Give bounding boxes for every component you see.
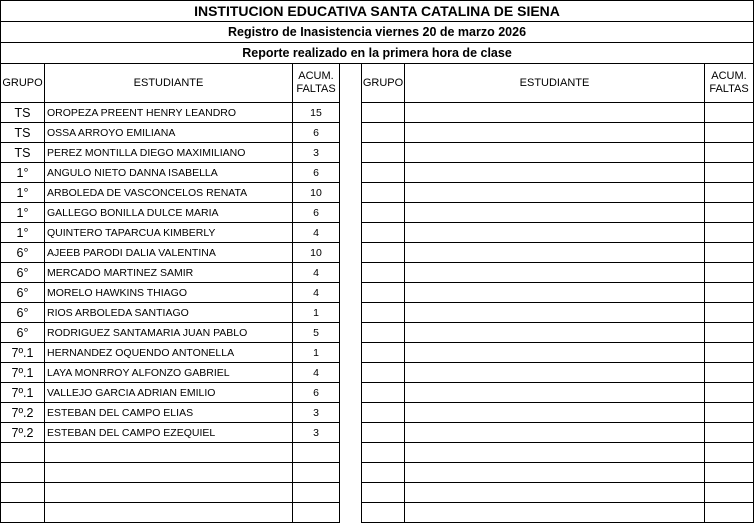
grupo-cell-right	[362, 463, 405, 483]
grupo-cell-right	[362, 303, 405, 323]
header-grupo-right: GRUPO	[362, 64, 405, 103]
estudiante-cell: LAYA MONRROY ALFONZO GABRIEL	[45, 363, 293, 383]
grupo-cell-right	[362, 423, 405, 443]
column-gap	[340, 143, 362, 163]
faltas-cell-right	[705, 303, 754, 323]
faltas-cell-right	[705, 163, 754, 183]
faltas-cell	[293, 463, 340, 483]
grupo-cell: TS	[1, 103, 45, 123]
header-acum-text: ACUM.	[711, 70, 747, 82]
grupo-cell: 6°	[1, 283, 45, 303]
column-gap	[340, 123, 362, 143]
grupo-cell: 6°	[1, 323, 45, 343]
table-row	[1, 283, 754, 303]
estudiante-cell-right	[405, 383, 705, 403]
faltas-cell: 10	[293, 243, 340, 263]
faltas-cell-right	[705, 103, 754, 123]
grupo-cell-right	[362, 163, 405, 183]
header-acum-text: ACUM.	[298, 70, 334, 82]
faltas-cell	[293, 503, 340, 523]
table-row	[1, 183, 754, 203]
grupo-cell	[1, 443, 45, 463]
estudiante-cell: AJEEB PARODI DALIA VALENTINA	[45, 243, 293, 263]
estudiante-cell	[45, 483, 293, 503]
estudiante-cell: GALLEGO BONILLA DULCE MARIA	[45, 203, 293, 223]
estudiante-cell: MORELO HAWKINS THIAGO	[45, 283, 293, 303]
grupo-cell: TS	[1, 143, 45, 163]
faltas-cell-right	[705, 123, 754, 143]
faltas-cell-right	[705, 463, 754, 483]
column-gap	[340, 443, 362, 463]
table-row	[1, 503, 754, 523]
grupo-cell-right	[362, 363, 405, 383]
column-header-row	[1, 64, 754, 103]
grupo-cell-right	[362, 323, 405, 343]
estudiante-cell-right	[405, 323, 705, 343]
faltas-cell: 6	[293, 203, 340, 223]
grupo-cell	[1, 463, 45, 483]
grupo-cell-right	[362, 483, 405, 503]
grupo-cell-right	[362, 503, 405, 523]
estudiante-cell: QUINTERO TAPARCUA KIMBERLY	[45, 223, 293, 243]
faltas-cell: 4	[293, 283, 340, 303]
estudiante-cell: ANGULO NIETO DANNA ISABELLA	[45, 163, 293, 183]
faltas-cell-right	[705, 203, 754, 223]
faltas-cell-right	[705, 223, 754, 243]
estudiante-cell-right	[405, 483, 705, 503]
header-faltas-text: FALTAS	[296, 83, 336, 95]
estudiante-cell-right	[405, 403, 705, 423]
estudiante-cell-right	[405, 343, 705, 363]
grupo-cell: 6°	[1, 303, 45, 323]
estudiante-cell: RODRIGUEZ SANTAMARIA JUAN PABLO	[45, 323, 293, 343]
table-row	[1, 343, 754, 363]
header-estudiante-left: ESTUDIANTE	[45, 64, 293, 103]
column-gap	[340, 103, 362, 123]
table-row	[1, 463, 754, 483]
table-row	[1, 143, 754, 163]
grupo-cell-right	[362, 203, 405, 223]
faltas-cell-right	[705, 403, 754, 423]
grupo-cell: TS	[1, 123, 45, 143]
estudiante-cell: ESTEBAN DEL CAMPO ELIAS	[45, 403, 293, 423]
estudiante-cell-right	[405, 283, 705, 303]
column-gap	[340, 163, 362, 183]
institution-title: INSTITUCION EDUCATIVA SANTA CATALINA DE SIENA	[1, 1, 754, 22]
table-row	[1, 223, 754, 243]
table-row	[1, 123, 754, 143]
estudiante-cell-right	[405, 423, 705, 443]
grupo-cell-right	[362, 343, 405, 363]
faltas-cell: 1	[293, 343, 340, 363]
grupo-cell-right	[362, 223, 405, 243]
column-gap	[340, 483, 362, 503]
grupo-cell-right	[362, 443, 405, 463]
table-row	[1, 403, 754, 423]
estudiante-cell: ARBOLEDA DE VASCONCELOS RENATA	[45, 183, 293, 203]
grupo-cell-right	[362, 283, 405, 303]
grupo-cell-right	[362, 263, 405, 283]
header-faltas-text: FALTAS	[709, 83, 749, 95]
table-row	[1, 363, 754, 383]
table-row	[1, 243, 754, 263]
grupo-cell-right	[362, 123, 405, 143]
column-gap	[340, 64, 362, 103]
column-gap	[340, 423, 362, 443]
header-faltas-right	[705, 64, 754, 103]
table-row	[1, 203, 754, 223]
table-row	[1, 303, 754, 323]
faltas-cell: 6	[293, 383, 340, 403]
grupo-cell: 7º.1	[1, 343, 45, 363]
table-row	[1, 323, 754, 343]
estudiante-cell-right	[405, 123, 705, 143]
grupo-cell: 1°	[1, 203, 45, 223]
grupo-cell-right	[362, 143, 405, 163]
faltas-cell-right	[705, 183, 754, 203]
faltas-cell-right	[705, 343, 754, 363]
grupo-cell: 1°	[1, 183, 45, 203]
table-row	[1, 103, 754, 123]
faltas-cell: 1	[293, 303, 340, 323]
estudiante-cell	[45, 443, 293, 463]
grupo-cell: 1°	[1, 223, 45, 243]
faltas-cell: 6	[293, 163, 340, 183]
estudiante-cell	[45, 463, 293, 483]
estudiante-cell-right	[405, 103, 705, 123]
faltas-cell-right	[705, 443, 754, 463]
column-gap	[340, 463, 362, 483]
faltas-cell-right	[705, 483, 754, 503]
column-gap	[340, 203, 362, 223]
grupo-cell: 7º.1	[1, 383, 45, 403]
estudiante-cell: MERCADO MARTINEZ SAMIR	[45, 263, 293, 283]
estudiante-cell: OSSA ARROYO EMILIANA	[45, 123, 293, 143]
faltas-cell: 4	[293, 363, 340, 383]
estudiante-cell-right	[405, 503, 705, 523]
estudiante-cell-right	[405, 143, 705, 163]
grupo-cell: 6°	[1, 243, 45, 263]
column-gap	[340, 183, 362, 203]
estudiante-cell-right	[405, 223, 705, 243]
column-gap	[340, 323, 362, 343]
faltas-cell: 5	[293, 323, 340, 343]
faltas-cell: 4	[293, 223, 340, 243]
grupo-cell: 6°	[1, 263, 45, 283]
faltas-cell	[293, 443, 340, 463]
estudiante-cell: PEREZ MONTILLA DIEGO MAXIMILIANO	[45, 143, 293, 163]
table-row	[1, 383, 754, 403]
faltas-cell: 15	[293, 103, 340, 123]
table-row	[1, 483, 754, 503]
grupo-cell	[1, 503, 45, 523]
estudiante-cell: HERNANDEZ OQUENDO ANTONELLA	[45, 343, 293, 363]
column-gap	[340, 223, 362, 243]
grupo-cell: 7º.1	[1, 363, 45, 383]
header-faltas-left	[293, 64, 340, 103]
table-row	[1, 263, 754, 283]
faltas-cell-right	[705, 323, 754, 343]
faltas-cell: 10	[293, 183, 340, 203]
estudiante-cell-right	[405, 363, 705, 383]
estudiante-cell-right	[405, 263, 705, 283]
header-grupo-left: GRUPO	[1, 64, 45, 103]
grupo-cell	[1, 483, 45, 503]
table-row	[1, 423, 754, 443]
column-gap	[340, 263, 362, 283]
header-estudiante-right: ESTUDIANTE	[405, 64, 705, 103]
column-gap	[340, 503, 362, 523]
faltas-cell-right	[705, 283, 754, 303]
estudiante-cell-right	[405, 243, 705, 263]
grupo-cell-right	[362, 103, 405, 123]
faltas-cell: 3	[293, 403, 340, 423]
estudiante-cell: VALLEJO GARCIA ADRIAN EMILIO	[45, 383, 293, 403]
faltas-cell-right	[705, 423, 754, 443]
estudiante-cell-right	[405, 463, 705, 483]
column-gap	[340, 283, 362, 303]
grupo-cell: 7º.2	[1, 423, 45, 443]
column-gap	[340, 363, 362, 383]
column-gap	[340, 303, 362, 323]
column-gap	[340, 343, 362, 363]
faltas-cell: 3	[293, 143, 340, 163]
faltas-cell-right	[705, 383, 754, 403]
faltas-cell: 3	[293, 423, 340, 443]
estudiante-cell-right	[405, 443, 705, 463]
column-gap	[340, 243, 362, 263]
faltas-cell: 6	[293, 123, 340, 143]
faltas-cell-right	[705, 243, 754, 263]
grupo-cell: 7º.2	[1, 403, 45, 423]
faltas-cell-right	[705, 363, 754, 383]
faltas-cell-right	[705, 503, 754, 523]
column-gap	[340, 403, 362, 423]
table-row	[1, 163, 754, 183]
estudiante-cell-right	[405, 303, 705, 323]
grupo-cell-right	[362, 183, 405, 203]
estudiante-cell	[45, 503, 293, 523]
grupo-cell-right	[362, 383, 405, 403]
estudiante-cell: RIOS ARBOLEDA SANTIAGO	[45, 303, 293, 323]
report-subtitle: Registro de Inasistencia viernes 20 de marzo 2026	[1, 22, 754, 43]
estudiante-cell: ESTEBAN DEL CAMPO EZEQUIEL	[45, 423, 293, 443]
table-row	[1, 443, 754, 463]
faltas-cell-right	[705, 263, 754, 283]
faltas-cell-right	[705, 143, 754, 163]
column-gap	[340, 383, 362, 403]
faltas-cell: 4	[293, 263, 340, 283]
grupo-cell-right	[362, 403, 405, 423]
grupo-cell-right	[362, 243, 405, 263]
estudiante-cell-right	[405, 183, 705, 203]
report-note: Reporte realizado en la primera hora de clase	[1, 43, 754, 64]
estudiante-cell-right	[405, 163, 705, 183]
faltas-cell	[293, 483, 340, 503]
grupo-cell: 1°	[1, 163, 45, 183]
estudiante-cell-right	[405, 203, 705, 223]
estudiante-cell: OROPEZA PREENT HENRY LEANDRO	[45, 103, 293, 123]
